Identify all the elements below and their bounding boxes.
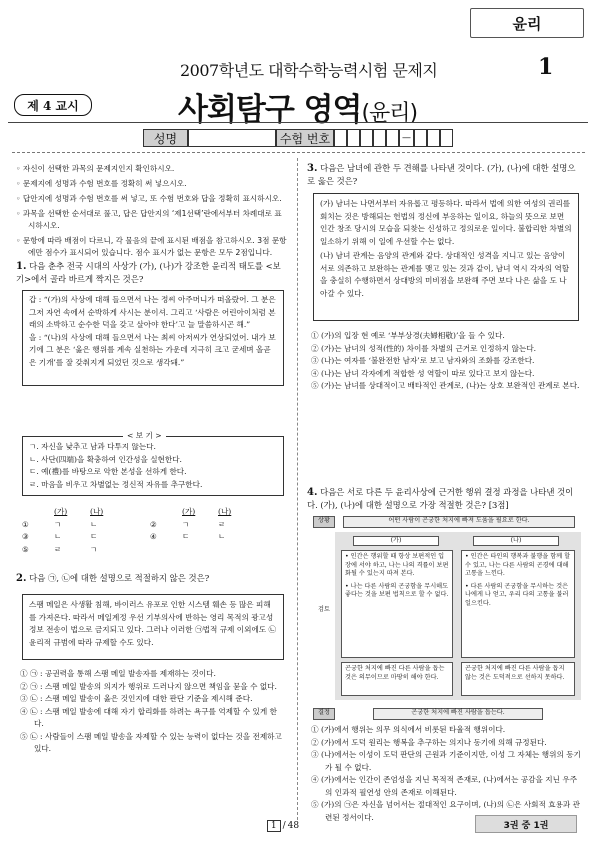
q1-passage-b: 을 : “(나)의 사상에 대해 들으면서 나는 최씨 아저씨가 연상되었어. 내가 보기에 그 분은 ‘옳은 행위를 계속 실천하는 가운데 지극히 크고 굳세며 올곧은 기개’를 잘 갖춰지게 되었던 것으로 생각돼.” (29, 332, 276, 367)
instruction-item: ◦ 문제지에 성명과 수험 번호를 정확히 써 넣으시오. (16, 179, 187, 188)
exam-no-dash: — (399, 129, 414, 147)
subject-label: 윤리 (470, 8, 584, 38)
answer-cell: ㄱ (182, 519, 190, 529)
column-divider (297, 158, 298, 820)
answer-cell: ㄱ (54, 519, 62, 529)
q2-passage-box (22, 594, 284, 660)
name-field[interactable] (188, 129, 276, 147)
q3-passage-b: (나) 남녀 관계는 음양의 관계와 같다. 상대적인 성격을 지니고 있는 음양이 서로 의존하고 보완하는 관계를 맺고 있는 것과 같이, 남녀 역시 각자의 역할을 충실히 수행하면서 상대방의 미비점을 보완해 주면 보다 나은 삶을 도 나아갈 수 있다. (320, 251, 570, 298)
answer-cell: ㄱ (90, 544, 98, 554)
q1-passage-box (22, 290, 284, 386)
answer-option[interactable]: ⑤ (가)의 ㉠은 자신을 넘어서는 절대적인 요구이며, (나)의 ㉡은 사회적 효용과 관련된 정서이다. (311, 800, 580, 822)
col-header: (나) (218, 507, 232, 516)
bogi-title: < 보 기 > (123, 430, 166, 443)
answer-option[interactable]: ⑤ ㉡ : 사람들이 스팸 메일 발송을 자제할 수 있는 능력이 없다는 것을 전제하고 있다. (20, 731, 282, 753)
q1-bogi-box (22, 431, 284, 496)
col-header: (가) (182, 507, 196, 516)
question-text: 다음은 서로 다른 두 윤리사상에 근거한 행위 결정 과정을 나타낸 것이다. (가), (나)에 대한 설명으로 가장 적절한 것은? [3점] (307, 487, 574, 510)
answer-option[interactable]: ① (22, 519, 29, 529)
answer-option[interactable]: ② (가)에서 도덕 원리는 행복을 추구하는 의지나 동기에 의해 규정된다. (311, 737, 547, 747)
exam-no-cell[interactable] (440, 129, 453, 147)
question-number: 2. (16, 573, 27, 584)
answer-option[interactable]: ① (가)의 입장 현 예로 ‘부부상경(夫婦相敬)’을 들 수 있다. (311, 331, 505, 340)
answer-option[interactable]: ④ (150, 532, 157, 541)
answer-cell: ㄴ (90, 519, 98, 529)
answer-option[interactable]: ③ (나)는 여자를 ‘불완전한 남자’로 보고 남자와의 조화를 강조한다. (311, 356, 535, 365)
answer-option[interactable]: ④ (가)에서는 인간이 존엄성을 지닌 목적적 존재로, (나)에서는 공감을 지닌 우주의 인과적 필연성 안의 존재로 이해된다. (311, 775, 578, 797)
question-text: 다음 춘추 전국 시대의 사상가 (가), (나)가 강조한 윤리적 태도를 <보기>에서 골라 바르게 짝지은 것은? (16, 261, 281, 284)
answer-option[interactable]: ⑤ (가)는 남녀를 상대적이고 배타적인 관계로, (나)는 상호 보완적인 관계로 본다. (311, 381, 580, 390)
point-item: • 나는 다른 사람의 곤궁함을 무시해도 좋다는 것을 보편 법칙으로 할 수 없다. (345, 582, 449, 598)
question-text: 다음은 남녀에 관한 두 견해를 나타낸 것이다. (가), (나)에 대한 설명으로 옳은 것은? (307, 163, 576, 186)
name-exam-no-box (143, 129, 453, 147)
instruction-item: ◦ 과목을 선택한 순서대로 풀고, 답은 답안지의 ‘제1선택’란에서부터 차례대로 표시하시오. (16, 209, 282, 230)
answer-option[interactable]: ⑤ (22, 544, 29, 554)
exam-no-cell[interactable] (373, 129, 386, 147)
instructions (16, 163, 288, 262)
exam-no-cell[interactable] (414, 129, 427, 147)
exam-no-cell[interactable] (360, 129, 373, 147)
question-number: 3. (307, 163, 318, 174)
answer-option[interactable]: ① ㉠ : 공권력을 통해 스팸 메일 발송자를 제재하는 것이다. (20, 669, 216, 678)
question-number: 4. (307, 487, 318, 498)
answer-cell: ㄷ (182, 532, 190, 541)
answer-option[interactable]: ② (가)는 남녀의 성적(性的) 차이를 차별의 근거로 인정하지 않는다. (311, 343, 537, 353)
col-header: (나) (90, 507, 104, 516)
question-number: 1. (16, 261, 27, 272)
answer-cell: ㄴ (218, 532, 226, 541)
q3-passage-a: (가) 남녀는 나면서부터 자유롭고 평등하다. 따라서 법에 의한 여성의 권리를 회치는 것은 방해되는 헌법의 정신에 부응하는 일이요, 하늘의 뜻으로 보면 인간 창조 당시의 모습을 되찾는 신성하고 정의로운 일이다. 불합리한 차별의 일소하기 위해 이 일에 우선할 수는 없다. (320, 199, 572, 246)
decision-text: 곤궁한 처지에 빠진 사람을 돕는다. (373, 708, 543, 720)
exam-no-cell[interactable] (427, 129, 440, 147)
answer-cell: ㄴ (54, 532, 62, 541)
exam-no-label: 수험 번호 (276, 129, 334, 147)
q1-answer-grid (22, 506, 282, 556)
instruction-item: ◦ 자신이 선택한 과목의 문제지인지 확인하시오. (16, 164, 175, 173)
page-number: 1 (538, 54, 554, 80)
instruction-item: ◦ 답안지에 성명과 수험 번호를 써 넣고, 또 수험 번호와 답을 정확히 표시하시오. (16, 194, 282, 203)
col-a-header: (가) (353, 536, 439, 546)
review-label: 검토 (318, 606, 330, 613)
col-b-points (461, 550, 575, 658)
q3-options (311, 330, 583, 393)
bogi-item: ㄷ. 예(禮)를 바탕으로 악한 본성을 선하게 한다. (29, 467, 187, 476)
instruction-item: ◦ 문항에 따라 배점이 다르니, 각 물음의 끝에 표시된 배점을 참고하시오. 3점 문항에만 점수가 표시되어 있습니다. 점수 표시가 없는 문항은 모두 2점입니다. (16, 236, 287, 257)
main-title-text: 사회탐구 영역 (178, 92, 362, 128)
main-subtitle: (윤리) (361, 101, 418, 126)
answer-option[interactable]: ③ ㉡ : 스팸 메일 발송이 옳은 것인지에 대한 판단 기준을 제시해 준다. (20, 694, 253, 703)
question-1-stem (16, 260, 288, 286)
bogi-item: ㄹ. 마음을 비우고 차별없는 정신적 자유를 추구한다. (29, 479, 203, 489)
q3-passage-box (313, 193, 579, 321)
question-2-stem (16, 572, 288, 585)
col-a-points (341, 550, 453, 658)
q4-options (311, 724, 583, 824)
page-indicator: 1 / 48 (257, 818, 309, 834)
col-b-result: 곤궁한 처지에 빠진 다른 사람을 돕지 않는 것은 도덕적으로 선하지 못하다. (461, 662, 575, 696)
section-divider (12, 152, 585, 153)
header-rule (8, 122, 588, 123)
bogi-item: ㄴ. 사단(四端)을 확충하여 인간성을 실현한다. (29, 454, 182, 464)
point-item: • 인간은 타인의 행복과 불행을 함께 할 수 있고, 나는 다른 사람의 곤경에 대해 고통을 느낀다. (465, 553, 571, 577)
answer-cell: ㄷ (90, 532, 98, 541)
col-a-result: 곤궁한 처지에 빠진 다른 사람을 돕는 것은 의무이므로 마땅히 해야 한다. (341, 662, 453, 696)
page-current: 1 (267, 820, 281, 832)
q1-passage-a: 갑 : “(가)의 사상에 대해 들으면서 나는 정씨 아주머니가 떠올랐어. 그 분은 그저 자연 속에서 순박하게 사시는 분이셔. 그리고 ‘사람은 어린아이처럼 본래의 소박하고 순수한 덕을 갖고 살아야 한다’고 늘 말씀하시곤 해.” (29, 295, 276, 329)
exam-no-cell[interactable] (386, 129, 399, 147)
answer-option[interactable]: ④ (나)는 남녀 각자에게 적합한 성 역할이 따로 있다고 보지 않는다. (311, 368, 535, 378)
question-3-stem (307, 162, 583, 188)
booklet-badge: 3권 중 1권 (475, 815, 577, 833)
q2-options (20, 668, 286, 756)
answer-option[interactable]: ④ ㉡ : 스팸 메일 발송에 대해 자기 합리화를 하려는 욕구를 억제할 수 있게 한다. (20, 706, 277, 728)
answer-option[interactable]: ③ (나)에서는 이성이 도덕 판단의 근원과 기준이지만, 이성 그 자체는 행위의 동기가 될 수 없다. (311, 750, 581, 772)
situation-label: 상황 (313, 516, 335, 528)
point-item: • 인간은 행위할 때 항상 보편적인 입장에 서야 하고, 나는 나의 격률이 보편화될 수 있는지 따져 본다. (345, 553, 449, 577)
name-label: 성명 (143, 129, 188, 147)
decision-label: 결정 (313, 708, 335, 720)
page-total: 48 (287, 821, 300, 831)
answer-option[interactable]: ① (가)에서 행위는 의무 의식에서 비롯된 타율적 행위이다. (311, 725, 506, 734)
answer-cell: ㄹ (218, 519, 226, 529)
bogi-item: ㄱ. 자신을 낮추고 남과 다투지 않는다. (29, 442, 156, 451)
col-b-header: (나) (473, 536, 559, 546)
question-4-stem (307, 486, 583, 512)
answer-option[interactable]: ② (150, 519, 157, 529)
col-header: (가) (54, 507, 68, 516)
answer-cell: ㄹ (54, 544, 62, 554)
point-item: • 다른 사람의 곤궁함을 무시하는 것은 나에게 나 얻고, 우리 다의 고통을 불러일으킨다. (465, 582, 569, 607)
q2-passage: 스팸 메일은 사생활 침해, 바이러스 유포로 인한 시스템 훼손 등 많은 피해를 가져온다. 따라서 메일계정 우선 기부의사에 반하는 영리 목적의 광고성 정보 전송이 법으로 금지되고 있다. 그러나 이러한 ㉠법적 규제 이외에도 ㉡윤리적 규범에 따라 규제할 수도 있다. (29, 600, 277, 647)
exam-title: 2007학년도 대학수학능력시험 문제지 (180, 61, 438, 80)
situation-text: 어떤 사람이 곤궁한 처지에 빠져 도움을 필요로 한다. (343, 516, 575, 528)
answer-option[interactable]: ② ㉠ : 스팸 메일 발송의 의지가 행위로 드러나지 않으면 책임을 묻을 수 없다. (20, 681, 277, 691)
exam-no-cell[interactable] (334, 129, 347, 147)
period-badge: 제 4 교시 (14, 94, 92, 116)
answer-option[interactable]: ③ (22, 532, 29, 541)
question-text: 다음 ㉠, ㉡에 대한 설명으로 적절하지 않은 것은? (29, 573, 210, 583)
exam-no-cell[interactable] (347, 129, 360, 147)
